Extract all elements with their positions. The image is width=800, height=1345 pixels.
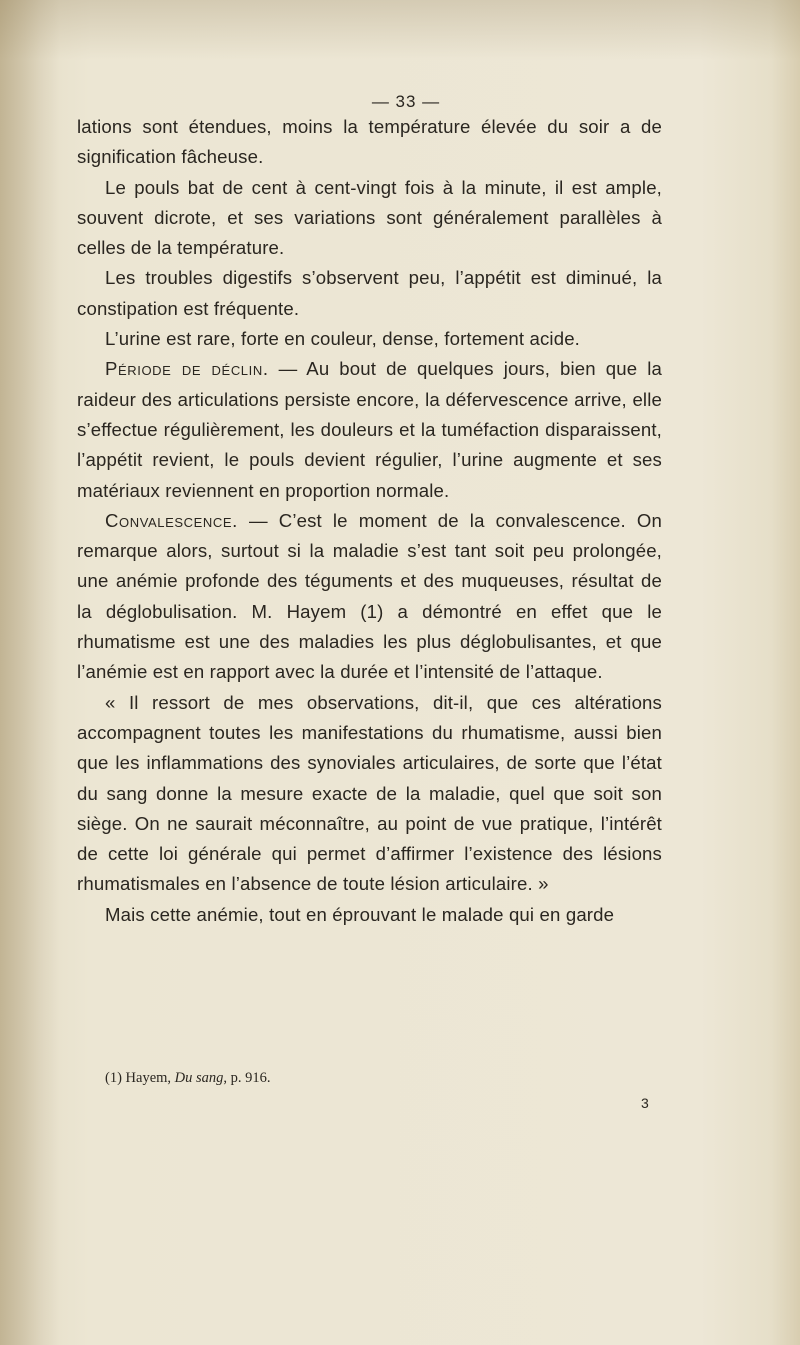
page-number: — 33 — xyxy=(371,92,441,111)
footnote-title: Du sang xyxy=(174,1070,224,1086)
paragraph-5-body: — Au bout de quelques jours, bien que la raideur des articulations persiste encore, la défervescence arrive, elle s’effectue régulièrement, les douleurs et la tuméfaction disparaissent, l’appétit revient, le pouls devient régulier, l’urine augmente et ses matériaux reviennent en proportion normale. xyxy=(77,358,662,501)
paragraph-7-quote: « Il ressort de mes observations, dit-il, que ces altérations accompagnent toutes les manifestations du rhumatisme, aussi bien que les inflammations des synoviales articulaires, de sorte que l’état du sang donne la mesure exacte de la maladie, quel que soit son siège. On ne saurait méconnaître, au point de vue pratique, l’intérêt de cette loi générale qui permet d’affirmer l’existence des lésions rhumatismales en l’absence de toute lésion articulaire. » xyxy=(77,691,662,895)
paragraph-4: L’urine est rare, forte en couleur, dense, fortement acide. xyxy=(105,328,581,350)
paragraph-6-body: — C’est le moment de la convalescence. On remarque alors, surtout si la maladie s’est tant soit peu prolongée, une anémie profonde des téguments et des muqueuses, résultat de la déglobulisation. M. Hayem (1) a démontré en effet que le rhumatisme est une des maladies les plus déglobulisantes, et que l’anémie est en rapport avec la durée et l’intensité de l’attaque. xyxy=(77,509,662,683)
section-heading-convalescence: Convalescence. xyxy=(105,509,238,531)
paragraph-2: Le pouls bat de cent à cent-vingt fois à la minute, il est ample, souvent dicrote, et ses variations sont généralement parallèles à celles de la température. xyxy=(77,176,662,259)
footnote-marker: (1) Hayem, xyxy=(105,1070,175,1086)
page-number-header xyxy=(0,92,800,112)
footnote-page: , p. 916. xyxy=(223,1070,271,1086)
paragraph-8: Mais cette anémie, tout en éprouvant le malade qui en garde xyxy=(105,903,615,925)
body-text xyxy=(77,112,662,930)
paragraph-3: Les troubles digestifs s’observent peu, l’appétit est diminué, la constipation est fréquente. xyxy=(77,267,662,319)
paragraph-1: lations sont étendues, moins la température élevée du soir a de signification fâcheuse. xyxy=(77,116,662,168)
signature-mark: 3 xyxy=(641,1095,649,1111)
section-heading-declin: Période de déclin. xyxy=(105,358,269,380)
paragraph-5 xyxy=(77,354,662,505)
footnote xyxy=(105,1070,271,1087)
paragraph-6 xyxy=(77,506,662,688)
